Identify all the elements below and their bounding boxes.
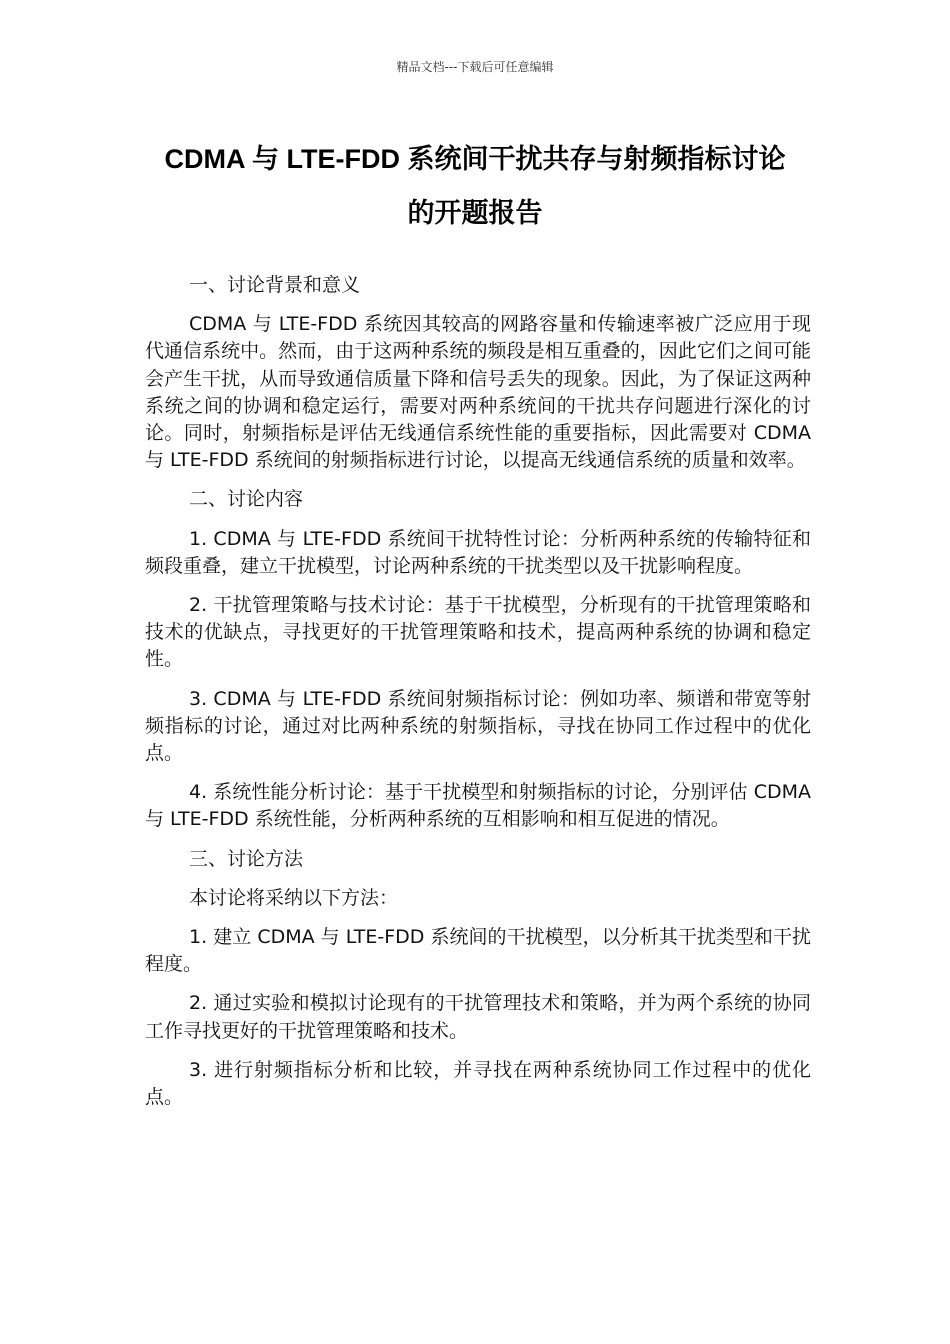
methods-intro: 本讨论将采纳以下方法： xyxy=(189,886,399,909)
document-body xyxy=(145,272,811,1123)
content-item-1: 1. CDMA 与 LTE-FDD 系统间干扰特性讨论：分析两种系统的传输特征和频段重叠，建立干扰模型，讨论两种系统的干扰类型以及干扰影响程度。 xyxy=(145,527,811,577)
title-line-1: CDMA 与 LTE-FDD 系统间干扰共存与射频指标讨论 xyxy=(164,144,786,174)
title-line-2: 的开题报告 xyxy=(407,198,543,228)
content-item-4: 4. 系统性能分析讨论：基于干扰模型和射频指标的讨论，分别评估 CDMA 与 LTE-FDD 系统性能，分析两种系统的互相影响和相互促进的情况。 xyxy=(145,781,811,831)
header-note: 精品文档---下载后可任意编辑 xyxy=(396,60,554,74)
content-item-2: 2. 干扰管理策略与技术讨论：基于干扰模型，分析现有的干扰管理策略和技术的优缺点，寻找更好的干扰管理策略和技术，提高两种系统的协调和稳定性。 xyxy=(145,594,811,671)
method-item-3: 3. 进行射频指标分析和比较，并寻找在两种系统协同工作过程中的优化点。 xyxy=(145,1058,811,1109)
document-title xyxy=(140,132,810,240)
section-heading-content: 二、讨论内容 xyxy=(189,488,304,511)
background-paragraph: CDMA 与 LTE-FDD 系统因其较高的网路容量和传输速率被广泛应用于现代通信系统中。然而，由于这两种系统的频段是相互重叠的，因此它们之间可能会产生干扰，从而导致通信质量下降和信号丢失的现象。因此，为了保证这两种系统之间的协调和稳定运行，需要对两种系统间的干扰共存问题进行深化的讨论。同时，射频指标是评估无线通信系统性能的重要指标，因此需要对 CDMA 与 LTE-FDD 系统间的射频指标进行讨论，以提高无线通信系统的质量和效率。 xyxy=(145,313,811,472)
method-item-1: 1. 建立 CDMA 与 LTE-FDD 系统间的干扰模型，以分析其干扰类型和干扰程度。 xyxy=(145,926,811,976)
content-item-3: 3. CDMA 与 LTE-FDD 系统间射频指标讨论：例如功率、频谱和带宽等射频指标的讨论，通过对比两种系统的射频指标，寻找在协同工作过程中的优化点。 xyxy=(145,687,811,765)
method-item-2: 2. 通过实验和模拟讨论现有的干扰管理技术和策略，并为两个系统的协同工作寻找更好的干扰管理策略和技术。 xyxy=(145,992,811,1042)
section-heading-background: 一、讨论背景和意义 xyxy=(189,274,361,296)
section-heading-methods: 三、讨论方法 xyxy=(189,847,304,870)
